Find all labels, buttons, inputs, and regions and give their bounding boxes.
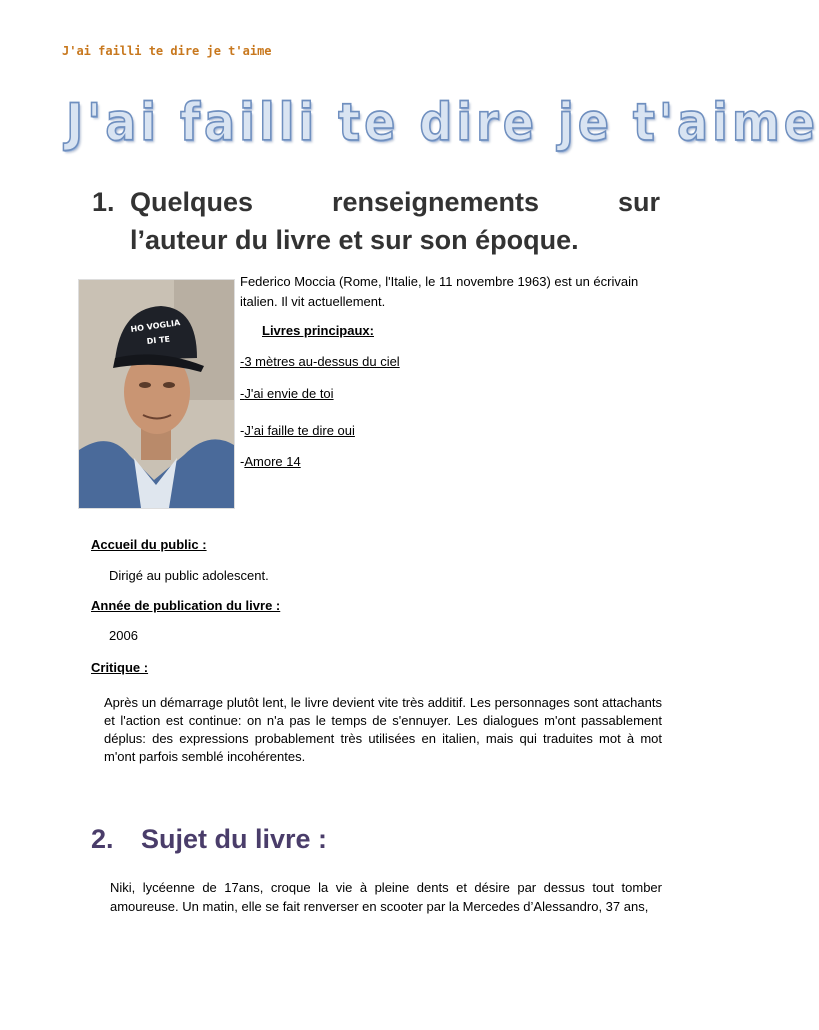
section1-number: 1. [92, 187, 115, 217]
heading-word: Quelques [130, 187, 254, 217]
book-item: -3 mètres au-dessus du ciel [240, 354, 400, 369]
banner-title: J'ai failli te dire je t'aime [66, 92, 819, 153]
section1-heading-line2: l’auteur du livre et sur son époque. [130, 225, 579, 255]
publication-year: 2006 [109, 628, 138, 643]
reception-text: Dirigé au public adolescent. [109, 568, 269, 583]
section2-title: Sujet du livre : [141, 824, 328, 854]
books-title: Livres principaux: [262, 323, 374, 338]
section2-text: Niki, lycéenne de 17ans, croque la vie à pleine dents et désire par dessus tout tomber amoureuse. Un matin, elle se fait renverser en scooter par la Mercedes d’Alessandro, 37 ans, [110, 880, 662, 914]
publication-label: Année de publication du livre : [91, 598, 281, 613]
critique-label: Critique : [91, 660, 149, 675]
svg-text:HO VOGLIA: HO VOGLIA [130, 318, 181, 334]
heading-word: renseignements [331, 187, 540, 217]
author-photo [78, 279, 235, 509]
svg-text:DI TE: DI TE [146, 334, 171, 346]
critique-text: Après un démarrage plutôt lent, le livre devient vite très additif. Les personnages sont attachants et l'action est continue: on n'a pas le temps de s'ennuyer. Les dialogues m'ont passablement déplus: des expressions probablement très utilisées en italien, mais qui traduites mot à mot m'ont parfois semblé incohérentes. [104, 695, 662, 764]
heading-word: sur [617, 187, 660, 217]
book-item: -Amore 14 [240, 454, 301, 469]
section1-heading-line1 [130, 183, 660, 221]
section2-number: 2. [91, 824, 114, 854]
book-item: -J’ai faille te dire oui [240, 423, 355, 438]
header-title: J'ai failli te dire je t'aime [62, 44, 272, 58]
reception-label: Accueil du public : [91, 537, 207, 552]
book-item: -J'ai envie de toi [240, 386, 334, 401]
author-bio: Federico Moccia (Rome, l'Italie, le 11 novembre 1963) est un écrivain italien. Il vit actuellement. [240, 274, 639, 309]
